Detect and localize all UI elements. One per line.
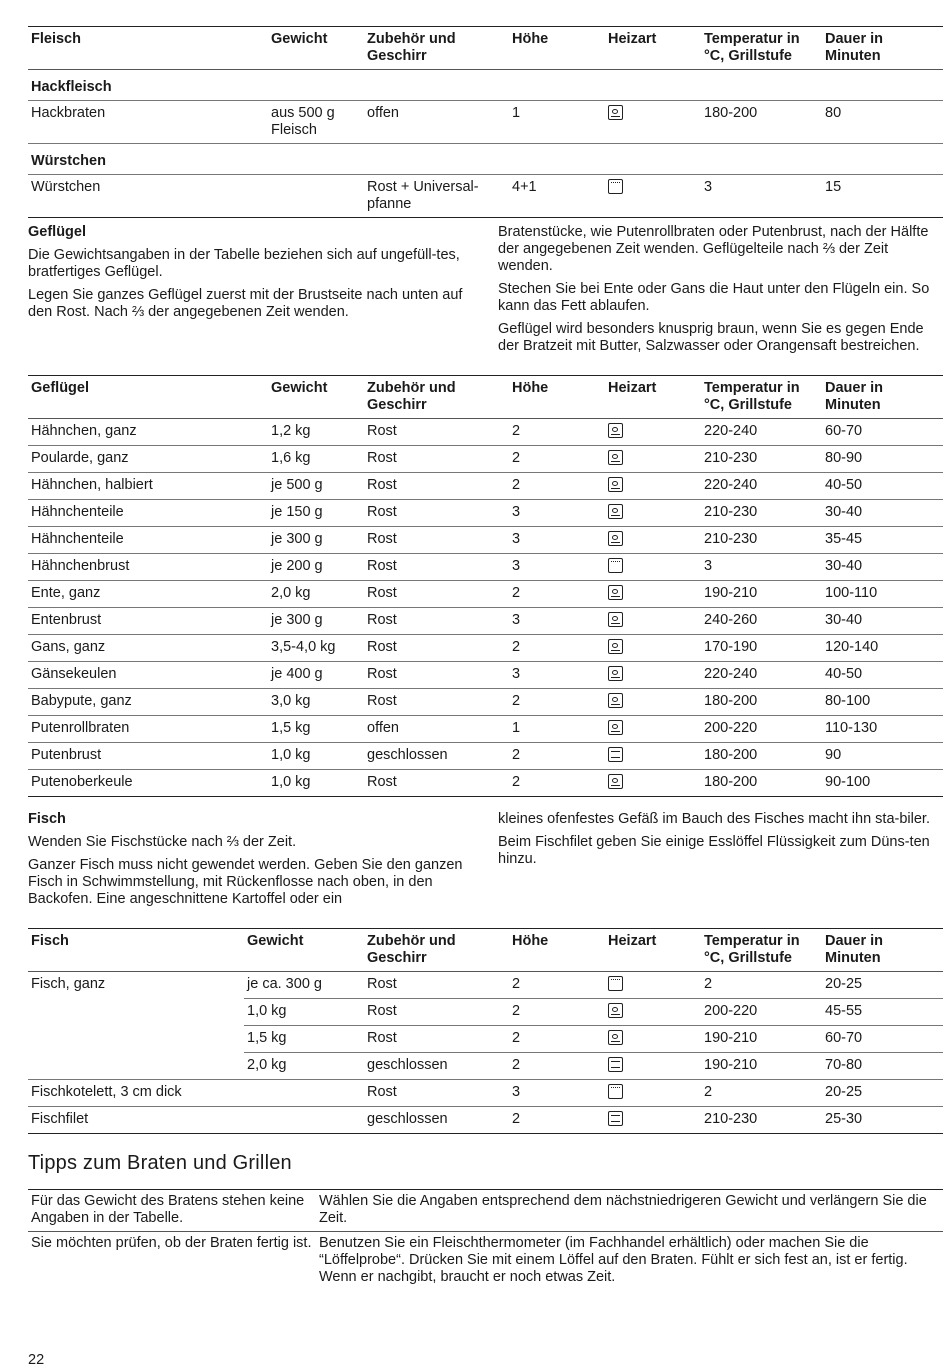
dish-cell: Fischkotelett, 3 cm dick <box>31 1084 182 1100</box>
paragraph: Bratenstücke, wie Putenrollbraten oder Putenbrust, nach der Hälfte der angegebenen Zeit wenden. Geflügelteile nach ⅔ der Zeit wenden. <box>498 224 929 274</box>
circulating-air-grill-icon <box>608 612 623 627</box>
tip-question: Sie möchten prüfen, ob der Braten fertig ist. <box>31 1235 312 1251</box>
header-cell: Temperatur in °C, Grillstufe <box>704 933 800 966</box>
table-row <box>28 527 943 554</box>
fisch-text <box>28 811 943 914</box>
weight-cell <box>268 175 364 218</box>
weight-cell: 2,0 kg <box>247 1057 287 1073</box>
accessory-cell: Rost <box>364 999 509 1026</box>
header-cell: Fisch <box>31 933 69 949</box>
table-row <box>28 175 943 218</box>
table-row <box>28 446 943 473</box>
accessory-cell: Rost <box>367 666 397 682</box>
table-row <box>28 999 943 1026</box>
accessory-cell: offen <box>367 720 399 736</box>
dish-cell: Hähnchenbrust <box>31 558 130 574</box>
level-cell: 3 <box>512 666 521 682</box>
weight-cell: 1,0 kg <box>271 774 311 790</box>
header-cell: Zubehör und Geschirr <box>367 31 456 64</box>
duration-cell: 110-130 <box>825 720 878 736</box>
level-cell: 3 <box>512 504 521 520</box>
table-row <box>28 554 943 581</box>
level-cell: 2 <box>512 585 521 601</box>
temperature-cell: 180-200 <box>704 105 758 121</box>
weight-cell: 1,6 kg <box>271 450 311 466</box>
fleisch-table <box>28 26 943 218</box>
temperature-cell: 220-240 <box>704 477 758 493</box>
weight-cell: 1,2 kg <box>271 423 311 439</box>
dish-cell: Fisch, ganz <box>31 976 106 992</box>
level-cell: 3 <box>512 612 521 628</box>
table-row <box>28 1080 943 1107</box>
category-label: Würstchen <box>28 144 943 175</box>
temperature-cell: 220-240 <box>704 666 758 682</box>
header-cell: Gewicht <box>271 31 328 47</box>
table-row <box>28 1053 943 1080</box>
temperature-cell: 210-230 <box>704 450 758 466</box>
temperature-cell: 210-230 <box>704 1111 758 1127</box>
weight-cell <box>244 1080 364 1107</box>
page <box>28 26 943 1290</box>
accessory-cell: Rost <box>367 504 397 520</box>
table-row <box>28 743 943 770</box>
top-bottom-heat-icon <box>608 1057 623 1072</box>
heating-cell <box>605 999 701 1026</box>
paragraph: Ganzer Fisch muss nicht gewendet werden. Geben Sie den ganzen Fisch in Schwimmstellung, mit Rückenflosse nach oben, in den Backofen. Eine angeschnittene Kartoffel oder ein <box>28 857 463 907</box>
weight-cell: je 300 g <box>271 531 323 547</box>
header-cell: Zubehör und Geschirr <box>367 933 456 966</box>
accessory-cell: Rost <box>367 1084 397 1100</box>
temperature-cell: 2 <box>701 972 822 999</box>
heating-cell <box>605 635 701 662</box>
gefluegel-table <box>28 375 943 797</box>
dish-cell: Babypute, ganz <box>31 693 132 709</box>
heating-cell <box>605 689 701 716</box>
circulating-air-grill-icon <box>608 450 623 465</box>
header-cell: Heizart <box>608 380 657 396</box>
circulating-air-grill-icon <box>608 531 623 546</box>
fisch-table <box>28 928 943 1134</box>
tips-heading: Tipps zum Braten und Grillen <box>28 1152 292 1174</box>
duration-cell: 40-50 <box>825 477 863 493</box>
section-heading: Fisch <box>28 811 66 827</box>
heating-cell <box>605 473 701 500</box>
category-row <box>28 144 943 175</box>
duration-cell: 100-110 <box>825 585 878 601</box>
weight-cell: je 300 g <box>271 612 323 628</box>
circulating-air-grill-icon <box>608 666 623 681</box>
table-row <box>28 689 943 716</box>
duration-cell: 90-100 <box>825 774 871 790</box>
level-cell: 2 <box>512 774 521 790</box>
circulating-air-grill-icon <box>608 585 623 600</box>
accessory-cell: Rost <box>367 477 397 493</box>
table-row <box>28 716 943 743</box>
grill-icon <box>608 558 623 573</box>
weight-cell: je 500 g <box>271 477 323 493</box>
fisch-header-row <box>28 929 943 972</box>
dish-cell: Entenbrust <box>31 612 102 628</box>
grill-icon <box>608 1084 623 1099</box>
circulating-air-grill-icon <box>608 639 623 654</box>
dish-cell <box>28 1026 244 1053</box>
temperature-cell: 3 <box>704 179 713 195</box>
temperature-cell: 190-210 <box>701 1026 822 1053</box>
circulating-air-grill-icon <box>608 1003 623 1018</box>
level-cell: 3 <box>512 558 521 574</box>
temperature-cell: 240-260 <box>704 612 758 628</box>
category-label: Hackfleisch <box>28 70 943 101</box>
tips-row <box>28 1232 943 1291</box>
header-cell: Dauer in Minuten <box>825 31 884 64</box>
heating-cell <box>605 608 701 635</box>
header-cell: Heizart <box>608 933 657 949</box>
paragraph: Legen Sie ganzes Geflügel zuerst mit der Brustseite nach unten auf den Rost. Nach ⅔ der angegebenen Zeit wenden. <box>28 287 463 320</box>
dish-cell <box>28 1053 244 1080</box>
top-bottom-heat-icon <box>608 747 623 762</box>
level-cell: 2 <box>509 1026 605 1053</box>
dish-cell: Putenrollbraten <box>31 720 130 736</box>
circulating-air-grill-icon <box>608 1030 623 1045</box>
heating-cell <box>605 101 701 144</box>
paragraph: Die Gewichtsangaben in der Tabelle beziehen sich auf ungefüll-tes, bratfertiges Geflügel. <box>28 247 460 280</box>
dish-cell: Ente, ganz <box>31 585 101 601</box>
level-cell: 1 <box>512 105 521 121</box>
weight-cell: je 400 g <box>271 666 323 682</box>
accessory-cell: Rost <box>367 612 397 628</box>
weight-cell: je 200 g <box>271 558 323 574</box>
level-cell: 2 <box>512 693 521 709</box>
heating-cell <box>605 972 701 999</box>
duration-cell: 40-50 <box>825 666 863 682</box>
heating-cell <box>605 446 701 473</box>
level-cell: 2 <box>512 477 521 493</box>
circulating-air-grill-icon <box>608 720 623 735</box>
heating-cell <box>605 1053 701 1080</box>
temperature-cell: 200-220 <box>701 999 822 1026</box>
table-row <box>28 1107 943 1134</box>
circulating-air-grill-icon <box>608 105 623 120</box>
paragraph: Stechen Sie bei Ente oder Gans die Haut unter den Flügeln ein. So kann das Fett ablaufen. <box>498 281 930 314</box>
paragraph: kleines ofenfestes Gefäß im Bauch des Fisches macht ihn sta-biler. <box>498 811 930 827</box>
duration-cell: 45-55 <box>822 999 943 1026</box>
level-cell: 2 <box>509 999 605 1026</box>
category-row <box>28 70 943 101</box>
weight-cell <box>244 1107 364 1134</box>
heating-cell <box>605 554 701 581</box>
header-cell: Temperatur in °C, Grillstufe <box>704 31 800 64</box>
weight-cell: 2,0 kg <box>271 585 311 601</box>
header-cell: Gewicht <box>247 933 304 949</box>
accessory-cell: geschlossen <box>367 747 448 763</box>
dish-cell: Hähnchen, ganz <box>31 423 137 439</box>
heating-cell <box>605 500 701 527</box>
page-number: 22 <box>28 1352 45 1368</box>
duration-cell: 80-90 <box>825 450 863 466</box>
accessory-cell: Rost <box>367 423 397 439</box>
dish-cell: Poularde, ganz <box>31 450 129 466</box>
weight-cell: 1,0 kg <box>244 999 364 1026</box>
header-cell: Heizart <box>608 31 657 47</box>
accessory-cell: Rost <box>367 693 397 709</box>
table-row <box>28 972 943 999</box>
header-cell: Dauer in Minuten <box>825 380 884 413</box>
weight-cell: 1,5 kg <box>244 1026 364 1053</box>
temperature-cell: 210-230 <box>704 504 758 520</box>
weight-cell: 1,0 kg <box>271 747 311 763</box>
accessory-cell: Rost <box>364 1026 509 1053</box>
duration-cell: 70-80 <box>825 1057 863 1073</box>
temperature-cell: 180-200 <box>704 747 758 763</box>
weight-cell: 3,0 kg <box>271 693 311 709</box>
dish-cell <box>28 999 244 1026</box>
level-cell: 3 <box>512 1084 521 1100</box>
temperature-cell: 210-230 <box>704 531 758 547</box>
table-row <box>28 635 943 662</box>
header-cell: Höhe <box>512 933 549 949</box>
table-row <box>28 101 943 144</box>
dish-cell: Gans, ganz <box>31 639 106 655</box>
header-cell: Geflügel <box>31 380 90 396</box>
duration-cell: 30-40 <box>825 558 863 574</box>
level-cell: 2 <box>512 450 521 466</box>
weight-cell: 1,5 kg <box>271 720 311 736</box>
temperature-cell: 170-190 <box>704 639 758 655</box>
duration-cell: 15 <box>825 179 842 195</box>
accessory-cell: Rost <box>367 450 397 466</box>
top-bottom-heat-icon <box>608 1111 623 1126</box>
heating-cell <box>605 1107 701 1134</box>
circulating-air-grill-icon <box>608 423 623 438</box>
gefluegel-text <box>28 224 943 361</box>
level-cell: 2 <box>512 1111 521 1127</box>
weight-cell: 3,5-4,0 kg <box>271 639 336 655</box>
temperature-cell: 190-210 <box>704 1057 758 1073</box>
accessory-cell: Rost <box>364 972 509 999</box>
duration-cell: 60-70 <box>822 1026 943 1053</box>
circulating-air-grill-icon <box>608 477 623 492</box>
level-cell: 4+1 <box>512 179 537 195</box>
duration-cell: 30-40 <box>825 612 863 628</box>
header-cell: Gewicht <box>271 380 328 396</box>
table-row <box>28 419 943 446</box>
duration-cell: 30-40 <box>825 504 863 520</box>
temperature-cell: 3 <box>704 558 713 574</box>
heating-cell <box>605 419 701 446</box>
temperature-cell: 200-220 <box>704 720 758 736</box>
table-row <box>28 1026 943 1053</box>
dish-cell: Hähnchenteile <box>31 504 124 520</box>
heating-cell <box>605 716 701 743</box>
level-cell: 2 <box>509 972 605 999</box>
header-cell: Höhe <box>512 31 549 47</box>
accessory-cell: Rost <box>367 639 397 655</box>
tip-answer: Wählen Sie die Angaben entsprechend dem nächstniedrigeren Gewicht und verlängern Sie die Zeit. <box>319 1193 927 1226</box>
dish-cell: Hähnchenteile <box>31 531 124 547</box>
duration-cell: 25-30 <box>825 1111 863 1127</box>
accessory-cell: Rost + Universal-pfanne <box>367 179 479 212</box>
temperature-cell: 190-210 <box>704 585 758 601</box>
table-row <box>28 473 943 500</box>
gefluegel-table-body <box>28 419 943 797</box>
weight-cell: aus 500 g Fleisch <box>271 105 335 138</box>
duration-cell: 120-140 <box>825 639 879 655</box>
section-heading: Geflügel <box>28 224 87 240</box>
dish-cell: Hackbraten <box>31 105 106 121</box>
dish-cell: Fischfilet <box>31 1111 89 1127</box>
temperature-cell: 180-200 <box>704 774 758 790</box>
heating-cell <box>605 770 701 797</box>
grill-icon <box>608 976 623 991</box>
temperature-cell: 220-240 <box>704 423 758 439</box>
duration-cell: 35-45 <box>825 531 863 547</box>
level-cell: 1 <box>512 720 521 736</box>
fisch-text-right <box>498 811 943 914</box>
dish-cell: Hähnchen, halbiert <box>31 477 153 493</box>
heating-cell <box>605 581 701 608</box>
level-cell: 2 <box>512 1057 521 1073</box>
header-cell: Höhe <box>512 380 549 396</box>
duration-cell: 60-70 <box>825 423 863 439</box>
accessory-cell: offen <box>367 105 399 121</box>
duration-cell: 20-25 <box>825 1084 863 1100</box>
header-cell: Temperatur in °C, Grillstufe <box>704 380 800 413</box>
duration-cell: 80-100 <box>825 693 871 709</box>
circulating-air-grill-icon <box>608 504 623 519</box>
gefluegel-text-right <box>498 224 943 361</box>
accessory-cell: Rost <box>367 774 397 790</box>
accessory-cell: Rost <box>367 558 397 574</box>
heating-cell <box>605 527 701 554</box>
fleisch-header-row <box>28 27 943 70</box>
tips-table <box>28 1189 943 1290</box>
paragraph: Geflügel wird besonders knusprig braun, wenn Sie es gegen Ende der Bratzeit mit Butter, Salzwasser oder Orangensaft bestreichen. <box>498 321 924 354</box>
header-cell: Dauer in Minuten <box>825 933 884 966</box>
temperature-cell: 180-200 <box>704 693 758 709</box>
accessory-cell: geschlossen <box>367 1057 448 1073</box>
accessory-cell: geschlossen <box>367 1111 448 1127</box>
heating-cell <box>605 662 701 689</box>
level-cell: 2 <box>512 639 521 655</box>
paragraph: Wenden Sie Fischstücke nach ⅔ der Zeit. <box>28 834 297 850</box>
fisch-text-left <box>28 811 473 914</box>
tip-question: Für das Gewicht des Bratens stehen keine Angaben in der Tabelle. <box>31 1193 305 1226</box>
heating-cell <box>605 1026 701 1053</box>
fisch-table-body <box>28 972 943 1134</box>
level-cell: 2 <box>512 423 521 439</box>
table-row <box>28 500 943 527</box>
table-row <box>28 581 943 608</box>
table-row <box>28 770 943 797</box>
circulating-air-grill-icon <box>608 774 623 789</box>
accessory-cell: Rost <box>367 531 397 547</box>
heating-cell <box>605 175 701 218</box>
dish-cell: Putenbrust <box>31 747 102 763</box>
weight-cell: je 150 g <box>271 504 323 520</box>
paragraph: Beim Fischfilet geben Sie einige Esslöffel Flüssigkeit zum Düns-ten hinzu. <box>498 834 930 867</box>
tips-row <box>28 1190 943 1232</box>
grill-icon <box>608 179 623 194</box>
header-cell: Fleisch <box>31 31 81 47</box>
level-cell: 2 <box>512 747 521 763</box>
dish-cell: Putenoberkeule <box>31 774 133 790</box>
circulating-air-grill-icon <box>608 693 623 708</box>
weight-cell: je ca. 300 g <box>244 972 364 999</box>
header-cell: Zubehör und Geschirr <box>367 380 456 413</box>
duration-cell: 90 <box>825 747 842 763</box>
heating-cell <box>605 743 701 770</box>
gefluegel-text-left <box>28 224 473 361</box>
dish-cell: Gänsekeulen <box>31 666 117 682</box>
duration-cell: 20-25 <box>822 972 943 999</box>
accessory-cell: Rost <box>367 585 397 601</box>
tip-answer: Benutzen Sie ein Fleischthermometer (im Fachhandel erhältlich) oder machen Sie die “Löffelprobe“. Drücken Sie mit einem Löffel auf den Braten. Fühlt er sich fest an, ist er fertig. Wenn er nachgibt, braucht er noch etwas Zeit. <box>319 1235 908 1285</box>
level-cell: 3 <box>512 531 521 547</box>
duration-cell: 80 <box>825 105 842 121</box>
gefluegel-header-row <box>28 376 943 419</box>
table-row <box>28 608 943 635</box>
heating-cell <box>605 1080 701 1107</box>
table-row <box>28 662 943 689</box>
dish-cell: Würstchen <box>31 179 101 195</box>
temperature-cell: 2 <box>704 1084 713 1100</box>
